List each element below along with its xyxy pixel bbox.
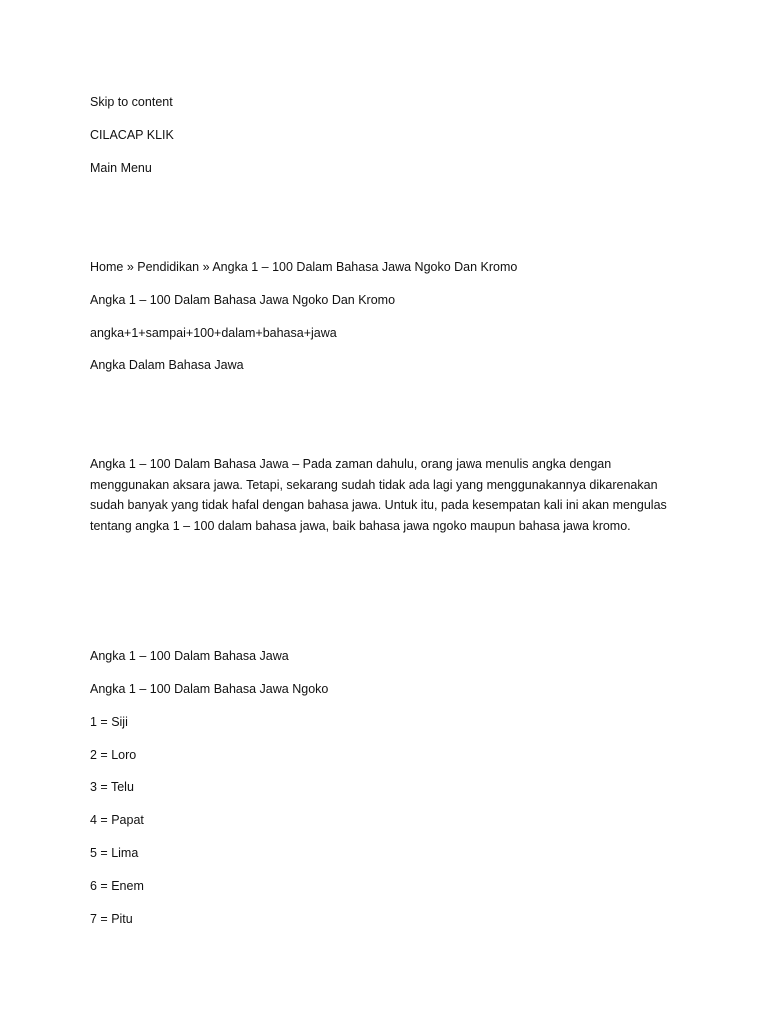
number-item: 5 = Lima [90, 846, 139, 860]
article-image-alt-text: angka+1+sampai+100+dalam+bahasa+jawa [90, 326, 337, 340]
number-item: 6 = Enem [90, 879, 144, 893]
breadcrumb-separator: » [123, 260, 138, 274]
breadcrumb-separator: » [199, 260, 213, 274]
article-image-caption: Angka Dalam Bahasa Jawa [90, 358, 244, 372]
number-item: 3 = Telu [90, 780, 134, 794]
breadcrumb [90, 259, 517, 275]
article-title: Angka 1 – 100 Dalam Bahasa Jawa Ngoko Dan Kromo [90, 293, 396, 307]
number-item: 4 = Papat [90, 813, 144, 827]
number-item: 1 = Siji [90, 715, 128, 729]
section-heading: Angka 1 – 100 Dalam Bahasa Jawa [90, 649, 289, 663]
article-intro-paragraph: Angka 1 – 100 Dalam Bahasa Jawa – Pada zaman dahulu, orang jawa menulis angka dengan menggunakan aksara jawa. Tetapi, sekarang sudah tidak ada lagi yang menggunakannya dikarenakan sudah banyak yang tidak hafal dengan bahasa jawa. Untuk itu, pada kesempatan kali ini akan mengulas tentang angka 1 – 100 dalam bahasa jawa, baik bahasa jawa ngoko maupun bahasa jawa kromo. [90, 457, 667, 533]
skip-to-content-link[interactable]: Skip to content [90, 95, 173, 109]
breadcrumb-current: Angka 1 – 100 Dalam Bahasa Jawa Ngoko Dan Kromo [212, 260, 518, 274]
main-menu-button[interactable]: Main Menu [90, 161, 152, 175]
site-title-link[interactable]: CILACAP KLIK [90, 128, 174, 142]
breadcrumb-category-link[interactable]: Pendidikan [137, 260, 200, 274]
breadcrumb-home-link[interactable]: Home [90, 260, 124, 274]
section-subheading: Angka 1 – 100 Dalam Bahasa Jawa Ngoko [90, 682, 329, 696]
number-item: 7 = Pitu [90, 912, 133, 926]
number-item: 2 = Loro [90, 748, 137, 762]
